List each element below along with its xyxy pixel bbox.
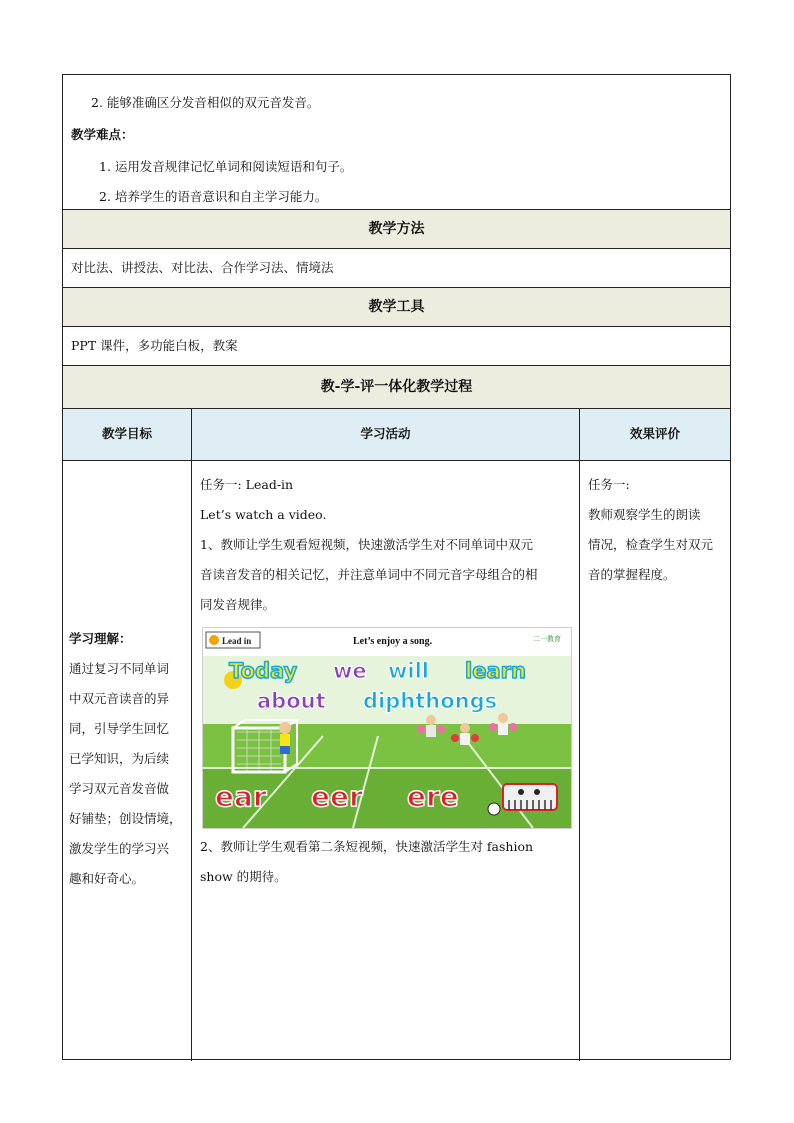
column-divider bbox=[579, 409, 580, 1061]
goal-line: 激发学生的学习兴 bbox=[69, 841, 170, 856]
slide-word: we bbox=[333, 659, 367, 683]
activity-p2-line: show 的期待。 bbox=[200, 869, 287, 884]
goal-line: 同，引导学生回忆 bbox=[69, 721, 170, 736]
activity-task-title: 任务一: Lead-in bbox=[200, 477, 294, 492]
slide-word: diphthongs bbox=[363, 689, 498, 713]
tools-header: 教学工具 bbox=[63, 287, 730, 327]
objective-item-2: 2. 能够准确区分发音相似的双元音发音。 bbox=[91, 95, 320, 110]
slide-caption: Let’s enjoy a song. bbox=[353, 636, 433, 647]
col-eval: 效果评价 bbox=[629, 426, 680, 441]
activity-p1-line: 音读音发音的相关记忆，并注意单词中不同元音字母组合的相 bbox=[200, 567, 538, 582]
col-activity: 学习活动 bbox=[360, 426, 411, 441]
activity-p1-line: 同发音规律。 bbox=[200, 597, 276, 612]
activity-cell bbox=[200, 470, 575, 620]
lead-in-slide-image bbox=[202, 627, 572, 829]
slide-logo: 二一教育 bbox=[533, 635, 561, 643]
tools-text: PPT 课件，多功能白板，教案 bbox=[71, 338, 238, 353]
goal-line: 通过复习不同单词 bbox=[69, 661, 170, 676]
difficulty-item-2: 2. 培养学生的语音意识和自主学习能力。 bbox=[99, 189, 328, 204]
eval-task: 任务一: bbox=[588, 477, 630, 492]
slide-sound: ere bbox=[407, 780, 459, 813]
slide-word: about bbox=[257, 689, 326, 713]
activity-p1-line: 1、教师让学生观看短视频，快速激活学生对不同单词中双元 bbox=[200, 537, 533, 552]
difficulty-item-1: 1. 运用发音规律记忆单词和阅读短语和句子。 bbox=[99, 159, 353, 174]
goal-line: 已学知识，为后续 bbox=[69, 751, 170, 766]
goal-line: 好铺垫；创设情境， bbox=[69, 811, 182, 826]
slide-sound: ear bbox=[215, 780, 267, 813]
slide-word: will bbox=[388, 659, 429, 683]
col-goal: 教学目标 bbox=[101, 426, 152, 441]
methods-header: 教学方法 bbox=[63, 209, 730, 249]
eval-line: 教师观察学生的朗读 bbox=[588, 507, 701, 522]
methods-text: 对比法、讲授法、对比法、合作学习法、情境法 bbox=[71, 260, 334, 275]
lesson-plan-table bbox=[62, 74, 731, 1060]
goal-cell bbox=[69, 624, 189, 894]
slide-tag: Lead in bbox=[222, 636, 252, 646]
goal-line: 中双元音读音的异 bbox=[69, 691, 170, 706]
eval-line: 音的掌握程度。 bbox=[588, 567, 676, 582]
goal-line: 趣和好奇心。 bbox=[69, 871, 145, 886]
eval-line: 情况，检查学生对双元 bbox=[588, 537, 714, 552]
activity-cell-2 bbox=[200, 832, 575, 892]
column-header-row bbox=[63, 409, 730, 461]
goal-heading: 学习理解： bbox=[69, 631, 132, 646]
goal-line: 学习双元音发音做 bbox=[69, 781, 170, 796]
difficulty-title: 教学难点： bbox=[71, 127, 134, 142]
slide-word: learn bbox=[465, 659, 526, 683]
column-divider bbox=[191, 409, 192, 1061]
process-header: 教-学-评一体化教学过程 bbox=[63, 365, 730, 409]
activity-p2-line: 2、教师让学生观看第二条短视频，快速激活学生对 fashion bbox=[200, 839, 534, 854]
eval-cell bbox=[588, 470, 728, 590]
slide-word: Today bbox=[229, 659, 298, 683]
slide-sound: eer bbox=[311, 780, 363, 813]
activity-watch: Let’s watch a video. bbox=[200, 507, 327, 522]
